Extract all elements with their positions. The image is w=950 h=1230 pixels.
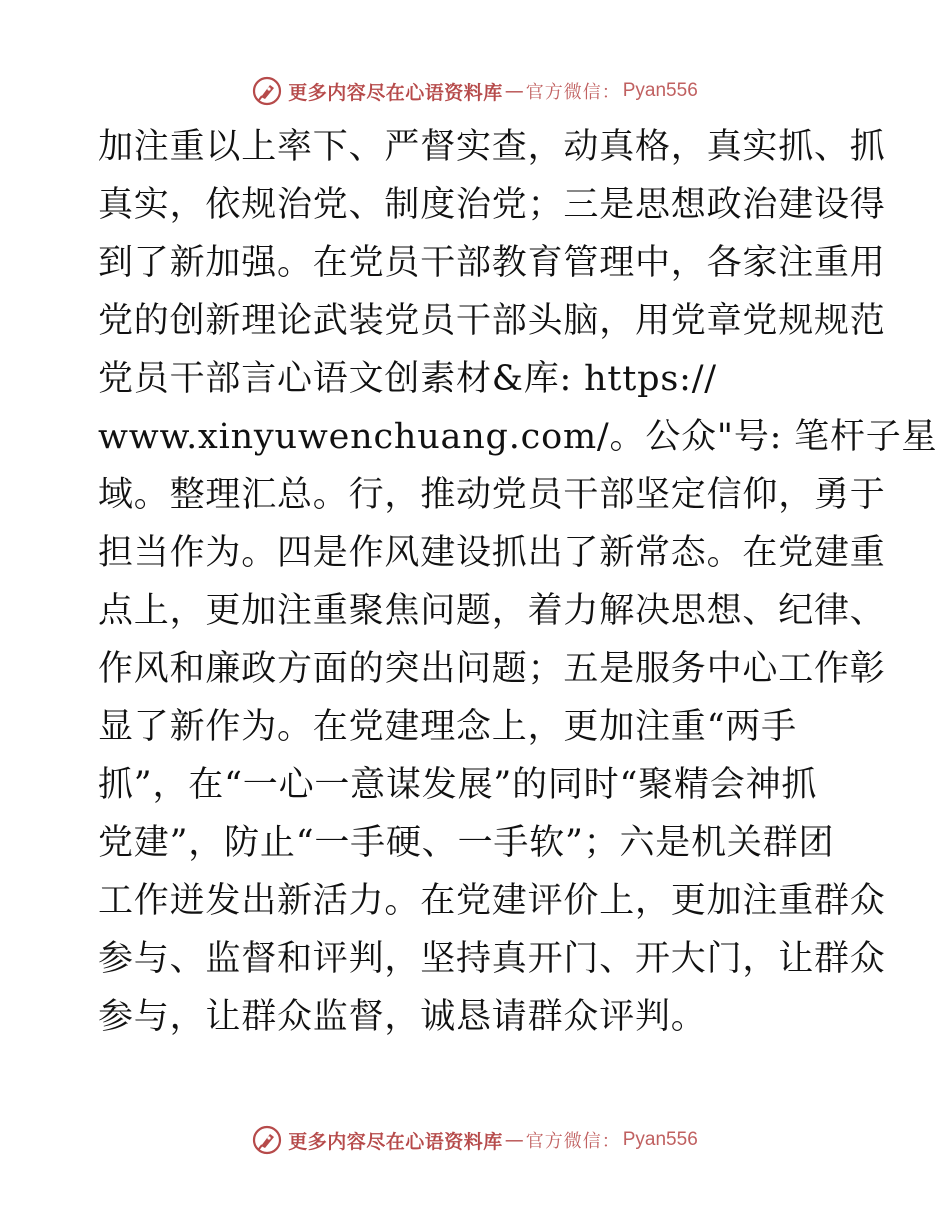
header-separator: — [504, 80, 524, 102]
body-line: 作风和廉政方面的突出问题；五是服务中心工作彰 [98, 649, 886, 689]
body-line: www.xinyuwenchuang.com/。公众"号: 笔杆子星 [98, 417, 938, 457]
body-line: 加注重以上率下、严督实查，动真格，真实抓、抓 [98, 127, 886, 167]
header-banner [0, 73, 950, 109]
body-line: 工作迸发出新活力。在党建评价上，更加注重群众 [98, 881, 886, 921]
body-line: 党的创新理论武装党员干部头脑，用党章党规规范 [98, 301, 886, 341]
body-line: 域。整理汇总。行，推动党员干部坚定信仰，勇于 [98, 475, 886, 515]
document-body [98, 118, 938, 1046]
body-line: 党建”，防止“一手硬、一手软”；六是机关群团 [98, 823, 835, 863]
footer-brand-text: 更多内容尽在心语资料库 [288, 1130, 503, 1153]
footer-separator: — [504, 1129, 524, 1151]
footer-official-label: 官方微信： [525, 1131, 621, 1152]
body-line: 党员干部言心语文创素材&库: https:// [98, 359, 717, 399]
body-line: 点上，更加注重聚焦问题，着力解决思想、纪律、 [98, 591, 886, 631]
pen-nib-logo-icon [252, 1125, 282, 1155]
body-line: 到了新加强。在党员干部教育管理中，各家注重用 [98, 243, 886, 283]
body-line: 担当作为。四是作风建设抓出了新常态。在党建重 [98, 533, 886, 573]
pen-nib-logo-icon [252, 76, 282, 106]
body-line: 抓”，在“一心一意谋发展”的同时“聚精会神抓 [98, 765, 818, 805]
body-line: 真实，依规治党、制度治党；三是思想政治建设得 [98, 185, 886, 225]
footer-banner [0, 1122, 950, 1158]
header-wechat-id: Pyan556 [622, 80, 698, 101]
body-line: 参与，让群众监督，诚恳请群众评判。 [98, 997, 707, 1037]
body-line: 显了新作为。在党建理念上，更加注重“两手 [98, 707, 797, 747]
body-line: 参与、监督和评判，坚持真开门、开大门，让群众 [98, 939, 886, 979]
footer-wechat-id: Pyan556 [622, 1129, 698, 1150]
header-official-label: 官方微信： [525, 82, 621, 103]
header-brand-text: 更多内容尽在心语资料库 [288, 81, 503, 104]
